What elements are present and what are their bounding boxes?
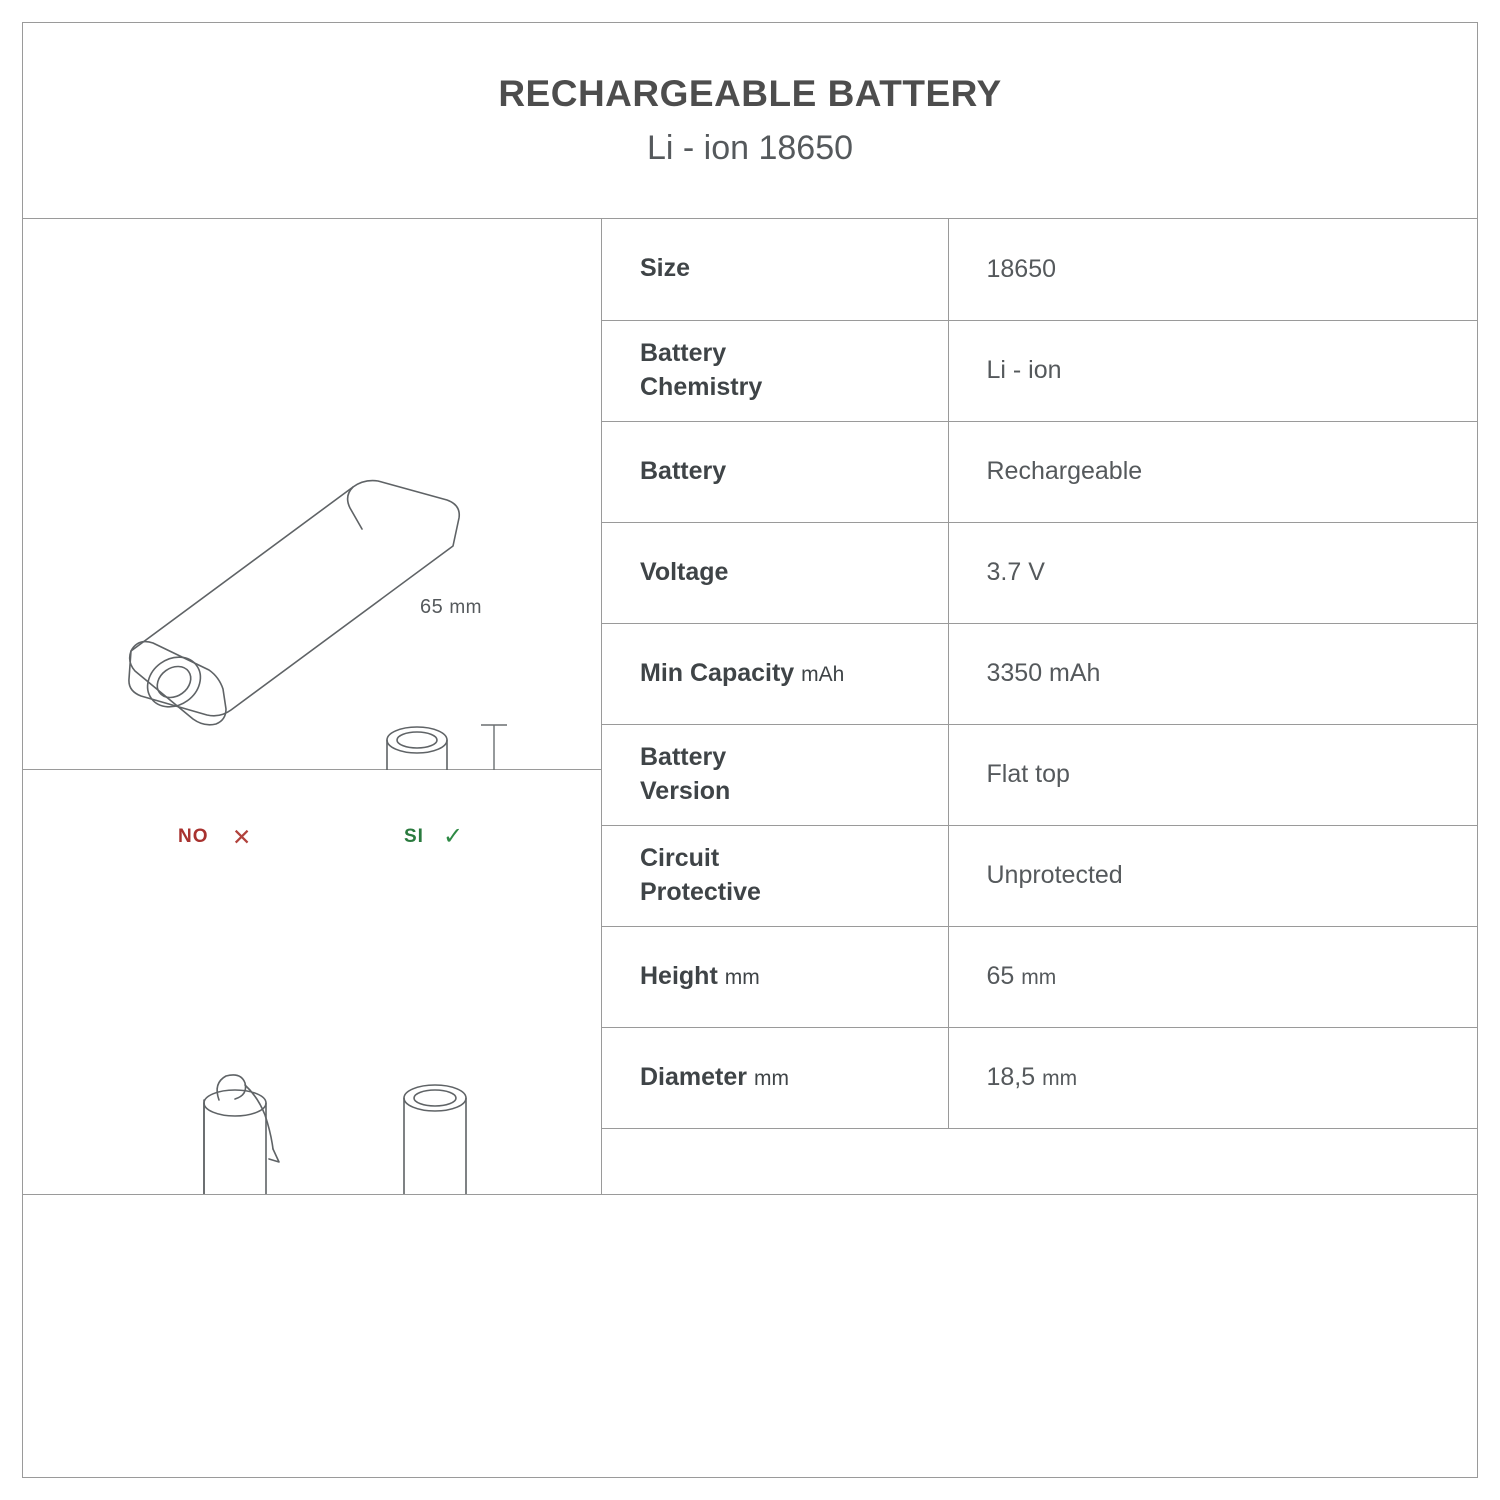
battery-cylinder-isometric xyxy=(129,481,459,725)
table-row xyxy=(602,1027,1477,1128)
page-subtitle: Li - ion 18650 xyxy=(646,129,854,167)
spec-value xyxy=(948,724,1477,825)
dimension-unit: mm xyxy=(449,597,482,618)
table-row xyxy=(602,219,1477,320)
spec-value-text: 3.7 V xyxy=(986,558,1045,586)
spec-value-unit: mm xyxy=(1021,966,1057,989)
panel-battery-views xyxy=(23,219,602,770)
label-si: SI xyxy=(404,826,424,847)
battery-views-svg xyxy=(23,219,602,770)
spec-value-text: Flat top xyxy=(986,760,1070,788)
table-row xyxy=(602,320,1477,421)
spec-value-text: Rechargeable xyxy=(986,457,1143,485)
usage-guidance-svg xyxy=(23,770,602,1194)
battery-cylinder-with-solder-tabs xyxy=(181,1075,279,1194)
page-title: RECHARGEABLE BATTERY xyxy=(498,73,1002,114)
spec-key xyxy=(602,724,948,825)
spec-key xyxy=(602,522,948,623)
spec-key xyxy=(602,623,948,724)
spec-key xyxy=(602,1027,948,1128)
table-row xyxy=(602,825,1477,926)
dimension-label-height xyxy=(420,596,482,619)
spec-key-text: Height xyxy=(640,961,718,990)
footer-blank-area xyxy=(23,1194,1477,1477)
spec-value-text: 65 xyxy=(986,962,1015,990)
table-row xyxy=(602,724,1477,825)
dimension-line-height xyxy=(481,725,507,770)
spec-key xyxy=(602,421,948,522)
battery-cylinder-upright xyxy=(387,727,447,770)
spec-value-text: 18650 xyxy=(986,254,1057,283)
table-row xyxy=(602,623,1477,724)
table-row xyxy=(602,522,1477,623)
spec-value-text: Li - ion xyxy=(986,356,1062,384)
spec-value-text: Unprotected xyxy=(986,861,1123,889)
spec-key xyxy=(602,219,948,320)
spec-key-unit: mAh xyxy=(801,662,845,686)
spec-key-text: Battery Chemistry xyxy=(640,338,763,401)
spec-value xyxy=(948,421,1477,522)
spec-value xyxy=(948,623,1477,724)
table-row xyxy=(602,926,1477,1027)
spec-key-text: Min Capacity xyxy=(640,658,795,687)
panel-usage-guidance xyxy=(23,770,602,1194)
label-no: NO xyxy=(178,826,209,847)
spec-value xyxy=(948,1027,1477,1128)
spec-value-unit: mm xyxy=(1042,1067,1078,1090)
check-icon: ✓ xyxy=(443,823,464,850)
specifications-table xyxy=(602,219,1477,1129)
dimension-value: 65 xyxy=(420,596,444,618)
spec-value xyxy=(948,522,1477,623)
spec-value xyxy=(948,926,1477,1027)
cross-icon: ✕ xyxy=(232,824,252,850)
spec-key-text: Voltage xyxy=(640,557,729,586)
spec-key-text: Diameter xyxy=(640,1062,747,1091)
spec-value-text: 3350 mAh xyxy=(986,659,1101,687)
spec-key-text: Battery xyxy=(640,456,727,485)
battery-cylinder-plain xyxy=(404,1085,466,1194)
illustration-column xyxy=(23,219,602,1194)
spec-key xyxy=(602,825,948,926)
spec-key-text: Battery Version xyxy=(640,742,731,805)
table-row xyxy=(602,421,1477,522)
spec-key xyxy=(602,926,948,1027)
spec-value xyxy=(948,320,1477,421)
spec-value xyxy=(948,219,1477,320)
spec-value-text: 18,5 xyxy=(986,1063,1036,1091)
spec-key-unit: mm xyxy=(724,965,760,989)
spec-key-text: Size xyxy=(640,254,691,283)
spec-value xyxy=(948,825,1477,926)
spec-key-unit: mm xyxy=(753,1066,789,1090)
header xyxy=(23,23,1477,219)
spec-key-text: Circuit Protective xyxy=(640,843,761,906)
spec-key xyxy=(602,320,948,421)
